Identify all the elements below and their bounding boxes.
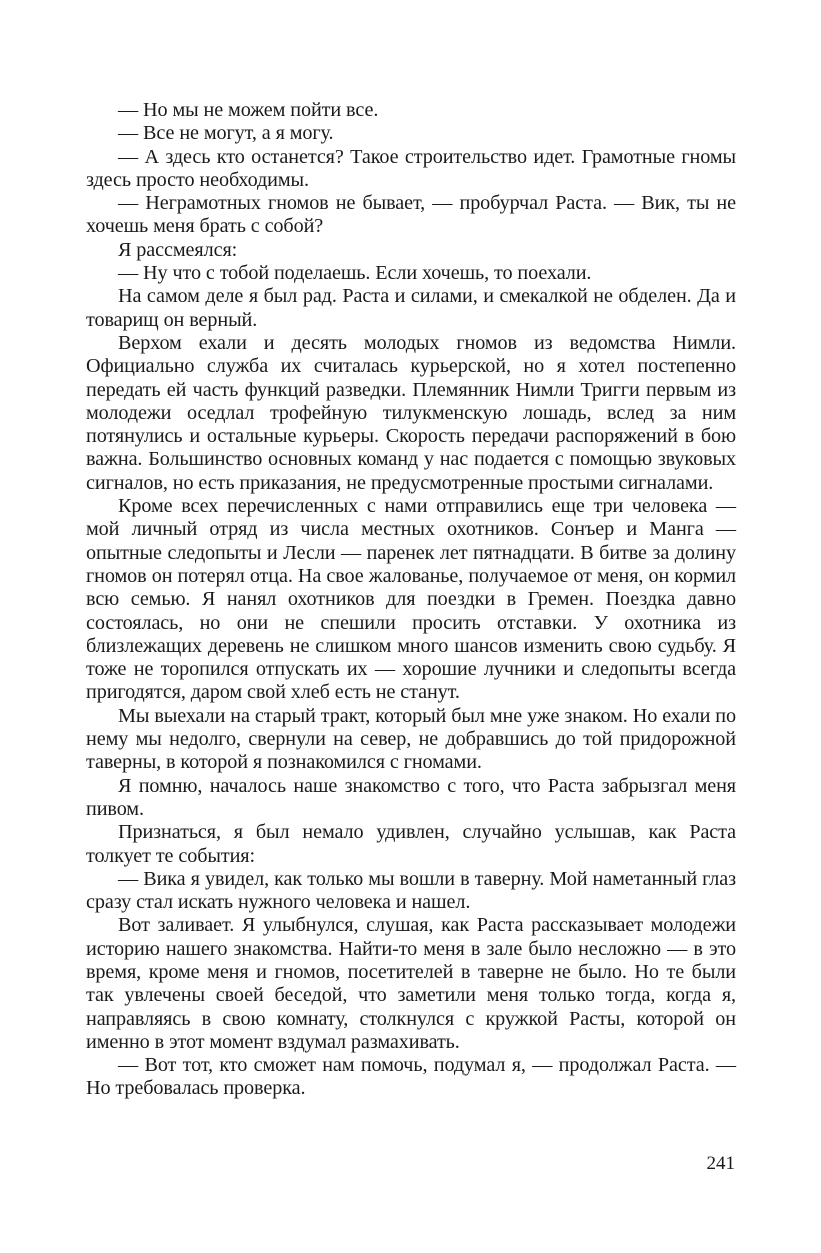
paragraph: — Все не могут, а я могу. — [118, 122, 334, 145]
paragraph: — Ну что с тобой поделаешь. Если хочешь, то поехали. — [118, 262, 592, 285]
text-body — [86, 99, 736, 1101]
paragraph: — А здесь кто останется? Такое строительство идет. Грамотные гномы здесь просто необходимы. — [86, 145, 736, 191]
paragraph: Кроме всех перечисленных с нами отправились еще три человека — мой личный отряд из числа местных охотников. Сонъер и Манга — опытные следопыты и Лесли — паренек лет пятнадцати. В битве за долину гномов он потерял отца. На свое жалованье, получаемое от меня, он кормил всю семью. Я нанял охотников для поездки в Гремен. Поездка давно состоялась, но они не спешили просить отставки. У охотника из близлежащих деревень не слишком много шансов изменить свою судьбу. Я тоже не торопился отпускать их — хорошие лучники и следопыты всегда пригодятся, даром свой хлеб есть не станут. — [86, 495, 736, 704]
paragraph: — Вот тот, кто сможет нам помочь, подумал я, — продолжал Раста. — Но требовалась проверка. — [86, 1054, 736, 1100]
page-number: 241 — [706, 1153, 735, 1174]
paragraph: Я рассмеялся: — [118, 238, 238, 261]
paragraph: Я помню, началось наше знакомство с того, что Раста забрызгал меня пивом. — [86, 774, 736, 820]
paragraph: Мы выехали на старый тракт, который был мне уже знаком. Но ехали по нему мы недолго, свернули на север, не добравшись до той придорожной таверны, в которой я познакомился с гномами. — [86, 704, 736, 774]
paragraph: — Но мы не можем пойти все. — [118, 99, 379, 121]
paragraph: На самом деле я был рад. Раста и силами, и смекалкой не обделен. Да и товарищ он верный. — [86, 285, 736, 331]
paragraph: Признаться, я был немало удивлен, случайно услышав, как Раста толкует те события: — [86, 821, 736, 867]
paragraph: — Вика я увидел, как только мы вошли в таверну. Мой наметанный глаз сразу стал искать нужного человека и нашел. — [86, 867, 736, 914]
paragraph: — Неграмотных гномов не бывает, — пробурчал Раста. — Вик, ты не хочешь меня брать с собой? — [86, 192, 736, 238]
paragraph: Верхом ехали и десять молодых гномов из ведомства Нимли. Официально служба их считалась курьерской, но я хотел постепенно передать ей часть функций разведки. Племянник Нимли Тригги первым из молодежи оседлал трофейную тилукменскую лошадь, вслед за ним потянулись и остальные курьеры. Скорость передачи распоряжений в бою важна. Большинство основных команд у нас подается с помощью звуковых сигналов, но есть приказания, не предусмотренные простыми сигналами. — [86, 331, 736, 494]
paragraph: Вот заливает. Я улыбнулся, слушая, как Раста рассказывает молодежи историю нашего знакомства. Найти-то меня в зале было несложно — в это время, кроме меня и гномов, посетителей в таверне не было. Но те были так увлечены своей беседой, что заметили меня только тогда, когда я, направляясь в свою комнату, столкнулся с кружкой Расты, которой он именно в этот момент вздумал размахивать. — [86, 914, 736, 1053]
